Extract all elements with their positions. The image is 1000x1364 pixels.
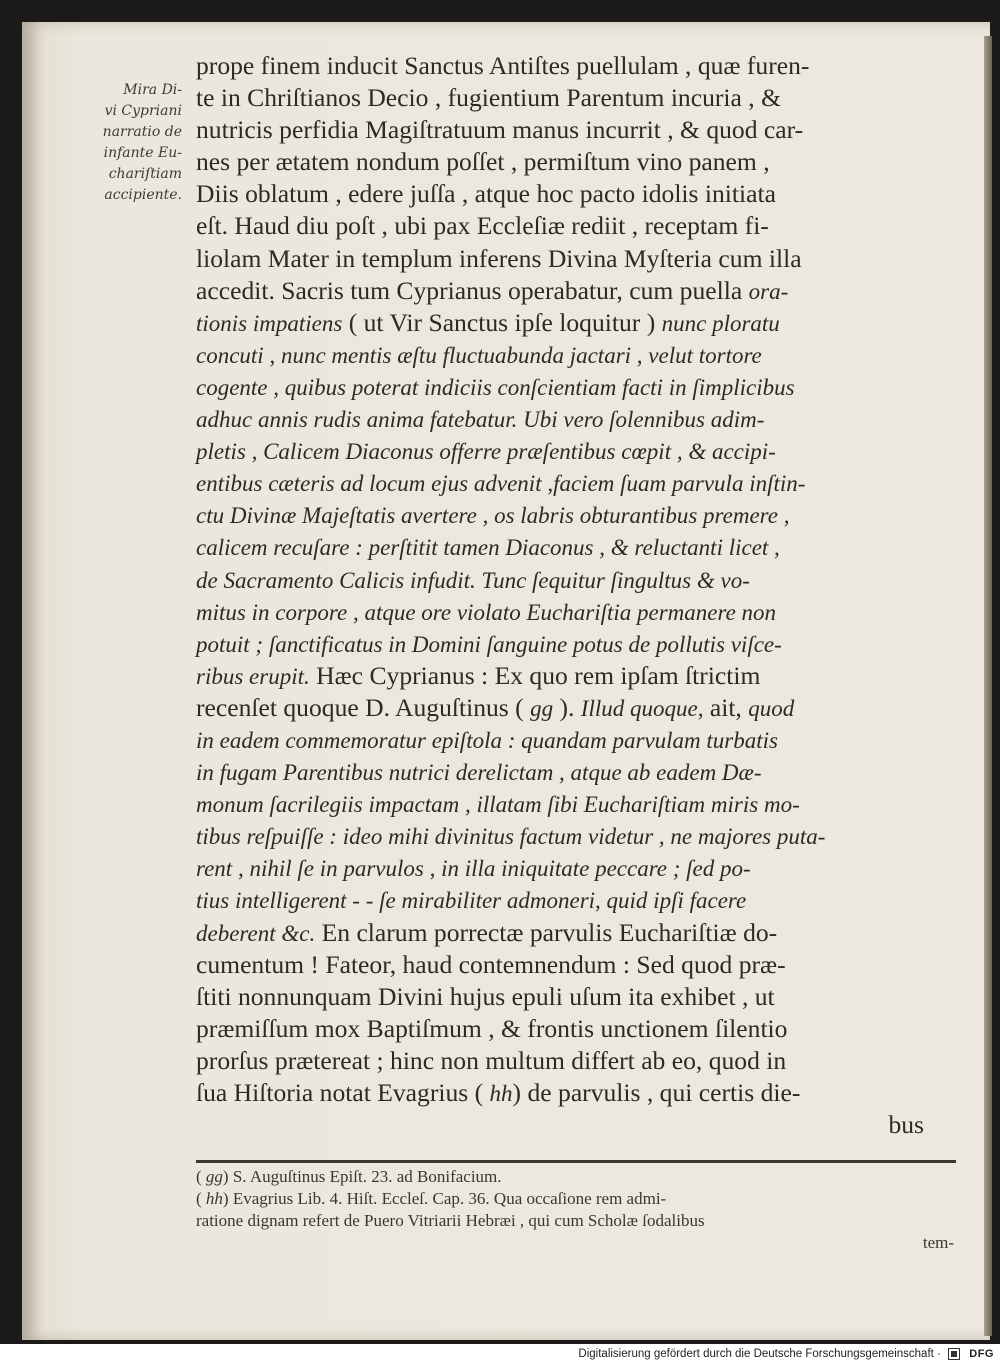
italic-segment: nunc ploratu — [661, 310, 780, 336]
margin-note-line: vi Cypriani — [104, 103, 182, 119]
footnote-line — [196, 1188, 966, 1210]
body-line — [196, 917, 976, 949]
body-line — [196, 884, 976, 916]
body-line — [196, 146, 976, 178]
body-line — [196, 178, 976, 210]
body-line — [196, 467, 976, 499]
text-segment: accedit. Sacris tum Cyprianus operabatur, cum puella — [196, 275, 749, 305]
text-segment: ſtiti nonnunquam Divini hujus epuli uſum ita exhibet , ut — [196, 981, 775, 1011]
text-segment: bus — [888, 1110, 924, 1140]
margin-note-line: chariſtiam — [108, 166, 182, 182]
body-line — [196, 628, 976, 660]
text-segment: ) Evagrius Lib. 4. Hiſt. Eccleſ. Cap. 36. Qua occaſione rem admi- — [222, 1189, 667, 1208]
italic-segment: ora- — [748, 278, 789, 304]
body-line — [196, 981, 976, 1013]
italic-segment: gg — [530, 695, 554, 721]
italic-segment: gg — [205, 1167, 223, 1186]
body-line — [196, 852, 976, 884]
footnotes — [196, 1166, 966, 1254]
margin-note-line: narratio de — [102, 124, 182, 140]
text-segment: nutricis perfidia Magiſtratuum manus incurrit , & quod car- — [196, 115, 804, 145]
text-segment: prorſus prætereat ; hinc non multum differt ab eo, quod in — [196, 1045, 787, 1075]
body-line — [196, 210, 976, 242]
body-line — [196, 531, 976, 563]
text-segment: En clarum porrectæ parvulis Euchariſtiæ do- — [315, 917, 778, 947]
footnote-line — [196, 1232, 966, 1254]
italic-segment: deberent &c. — [196, 920, 316, 946]
page-edge — [984, 36, 992, 1336]
text-segment: Hæc Cyprianus : Ex quo rem ipſam ſtrictim — [309, 660, 761, 690]
text-segment: liolam Mater in templum inferens Divina Myſteria cum illa — [196, 243, 802, 273]
text-segment: ſua Hiſtoria notat Evagrius ( — [196, 1078, 490, 1107]
italic-segment: cogente , quibus poterat indiciis conſcientiam facti in ſimplicibus — [196, 374, 795, 400]
dfg-logo: DFG — [969, 1348, 994, 1360]
text-segment: Diis oblatum , edere juſſa , atque hoc pacto idolis initiata — [196, 179, 776, 209]
text-segment: nes per ætatem nondum poſſet , permiſtum vino panem , — [196, 147, 770, 177]
margin-note — [78, 80, 182, 206]
body-line — [196, 788, 976, 820]
body-line — [196, 403, 976, 435]
italic-segment: quod — [748, 695, 795, 721]
body-line — [196, 596, 976, 628]
italic-segment: monum ſacrilegiis impactam , illatam ſibi Euchariſtiam miris mo- — [196, 792, 800, 818]
body-line — [196, 1109, 976, 1141]
italic-segment: adhuc annis rudis anima fatebatur. Ubi vero ſolennibus adim- — [196, 407, 765, 433]
body-line — [196, 339, 976, 371]
body-line — [196, 307, 976, 339]
body-line — [196, 435, 976, 467]
text-segment: ). — [553, 692, 581, 722]
margin-note-line: infante Eu- — [103, 145, 182, 161]
body-line — [196, 1045, 976, 1077]
italic-segment: hh — [205, 1189, 223, 1208]
text-segment: ) S. Auguſtinus Epiſt. 23. ad Bonifacium. — [222, 1167, 502, 1186]
text-segment: te in Chriſtianos Decio , fugientium Parentum incuria , & — [196, 83, 781, 113]
body-line — [196, 499, 976, 531]
italic-segment: ribus erupit. — [196, 663, 310, 689]
text-segment: eſt. Haud diu poſt , ubi pax Eccleſiæ rediit , receptam fi- — [196, 211, 769, 241]
margin-note-line: Mira Di- — [123, 82, 182, 98]
body-line — [196, 820, 976, 852]
body-line — [196, 371, 976, 403]
italic-segment: mitus in corpore , atque ore violato Euchariſtia permanere non — [196, 599, 777, 625]
body-line — [196, 949, 976, 981]
body-text — [196, 50, 976, 1141]
italic-segment: entibus cæteris ad locum ejus advenit ,faciem ſuam parvula inſtin- — [196, 471, 806, 497]
footnote-line — [196, 1210, 966, 1232]
digitization-credit-bar — [0, 1344, 1000, 1364]
body-line — [196, 50, 976, 82]
body-line — [196, 660, 976, 692]
text-segment: ( — [196, 1167, 206, 1186]
body-line — [196, 275, 976, 307]
text-segment: cumentum ! Fateor, haud contemnendum : Sed quod præ- — [196, 949, 786, 979]
body-line — [196, 724, 976, 756]
footnote-line — [196, 1166, 966, 1188]
body-line — [196, 564, 976, 596]
body-line — [196, 692, 976, 724]
italic-segment: potuit ; ſanctificatus in Domini ſanguine potus de pollutis viſce- — [196, 631, 782, 657]
italic-segment: in eadem commemoratur epiſtola : quandam parvulam turbatis — [196, 727, 778, 753]
text-segment: præmiſſum mox Baptiſmum , & frontis unctionem ſilentio — [196, 1013, 788, 1043]
text-segment: ait, — [703, 692, 749, 722]
footnote-rule — [196, 1160, 956, 1163]
body-line — [196, 82, 976, 114]
credit-text: Digitalisierung gefördert durch die Deutsche Forschungsgemeinschaft · — [578, 1348, 941, 1360]
italic-segment: concuti , nunc mentis æſtu fluctuabunda jactari , velut tortore — [196, 342, 762, 368]
italic-segment: hh — [489, 1081, 513, 1106]
italic-segment: tibus reſpuiſſe : ideo mihi divinitus factum videtur , ne majores puta- — [196, 824, 826, 850]
body-line — [196, 114, 976, 146]
italic-segment: tius intelligerent - - ſe mirabiliter admoneri, quid ipſi facere — [196, 888, 747, 914]
text-segment: recenſet quoque D. Auguſtinus ( — [196, 692, 531, 722]
italic-segment: tionis impatiens — [196, 310, 343, 336]
italic-segment: pletis , Calicem Diaconus offerre præſentibus cœpit , & accipi- — [196, 439, 776, 465]
italic-segment: Illud quoque, — [580, 695, 704, 721]
text-segment: tem- — [922, 1233, 954, 1252]
text-segment: ratione dignam refert de Puero Vitriarii Hebræi , qui cum Scholæ ſodalibus — [196, 1211, 705, 1230]
body-line — [196, 756, 976, 788]
body-line — [196, 1013, 976, 1045]
italic-segment: de Sacramento Calicis infudit. Tunc ſequitur ſingultus & vo- — [196, 567, 750, 593]
text-segment: prope finem inducit Sanctus Antiſtes puellulam , quæ furen- — [196, 51, 810, 80]
dfg-logo-icon — [948, 1348, 960, 1360]
italic-segment: ctu Divinæ Majeſtatis avertere , os labris obturantibus premere , — [196, 503, 790, 529]
italic-segment: calicem recuſare : perſtitit tamen Diaconus , & reluctanti licet , — [196, 535, 780, 561]
italic-segment: rent , nihil ſe in parvulos , in illa iniquitate peccare ; ſed po- — [196, 856, 751, 882]
text-segment: ( — [196, 1189, 206, 1208]
margin-note-line: accipiente. — [104, 187, 182, 203]
text-segment: ) de parvulis , qui certis die- — [512, 1078, 801, 1107]
body-line — [196, 243, 976, 275]
italic-segment: in fugam Parentibus nutrici derelictam , atque ab eadem Dæ- — [196, 760, 762, 786]
body-line — [196, 1077, 976, 1109]
text-segment: ( ut Vir Sanctus ipſe loquitur ) — [342, 307, 662, 337]
